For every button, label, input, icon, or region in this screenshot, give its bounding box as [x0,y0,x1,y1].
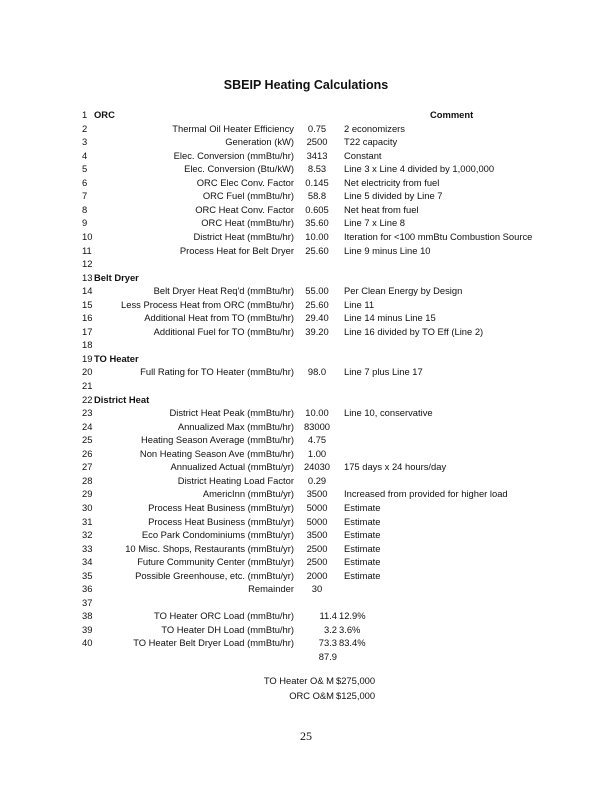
row-value: 98.0 [307,366,327,378]
row-comment: Estimate [344,501,381,513]
section-heading: TO Heater [94,352,139,364]
row-value: 25.60 [305,298,329,310]
om-cost-label: TO Heater O& M [263,675,334,686]
table-row [0,393,612,407]
row-comment: Line 9 minus Line 10 [344,244,431,256]
row-value: 3500 [306,529,328,541]
table-row [0,474,612,488]
page-number: 25 [300,729,312,743]
row-value: 2500 [306,556,328,568]
row-label: TO Heater DH Load (mmBtu/hr) [161,623,294,635]
table-row [0,162,612,176]
line-number: 1 [82,109,88,120]
line-number: 27 [82,461,93,473]
table-row [0,487,612,501]
row-value: 0.75 [307,122,327,134]
row-comment: Line 7 x Line 8 [344,217,405,229]
line-number: 14 [82,285,93,297]
line-number: 10 [82,230,93,242]
row-comment: T22 capacity [344,136,398,148]
table-row [0,108,612,122]
row-value: 4.75 [307,434,327,446]
line-number: 7 [82,190,88,202]
table-row [0,203,612,217]
row-comment: Constant [344,149,382,161]
row-value: 2500 [306,136,328,148]
row-value: 25.60 [305,244,329,256]
table-row [0,406,612,420]
row-value: 58.8 [307,190,327,202]
line-number: 33 [82,542,93,554]
table-row [0,284,612,298]
row-comment: Estimate [344,556,381,568]
table-row [0,311,612,325]
table-row [0,271,612,285]
table-row [0,420,612,434]
row-comment: Increased from provided for higher load [344,488,508,500]
line-number: 19 [82,352,93,364]
row-label: Additional Fuel for TO (mmBtu/hr) [153,325,294,337]
line-number: 25 [82,434,93,446]
line-number: 31 [82,515,93,527]
row-value: 39.20 [305,325,329,337]
line-number: 20 [82,366,93,378]
row-label: Additional Heat from TO (mmBtu/hr) [144,312,294,324]
row-comment: Iteration for <100 mmBtu Combustion Source [344,230,533,242]
section-heading: Belt Dryer [94,271,139,283]
row-label: Thermal Oil Heater Efficiency [172,122,294,134]
line-number: 26 [82,447,93,459]
line-number: 9 [82,217,88,229]
line-number: 40 [82,637,93,649]
line-number: 3 [82,136,88,148]
row-label: Process Heat Business (mmBtu/yr) [148,515,294,527]
row-comment: 2 economizers [344,122,405,134]
table-row [0,433,612,447]
section-heading: ORC [94,109,115,120]
row-value: 55.00 [305,285,329,297]
row-label: Non Heating Season Ave (mmBtu/hr) [139,447,294,459]
row-comment: Line 14 minus Line 15 [344,312,436,324]
row-label: Possible Greenhouse, etc. (mmBtu/yr) [135,569,294,581]
row-label: District Heat (mmBtu/hr) [193,230,294,242]
table-row [0,216,612,230]
line-number: 18 [82,339,93,351]
row-label: TO Heater Belt Dryer Load (mmBtu/hr) [133,637,294,649]
line-number: 30 [82,501,93,513]
row-value: 73.3 [318,637,337,649]
table-row [0,365,612,379]
comment-column-header: Comment [430,109,474,120]
row-comment: Estimate [344,569,381,581]
row-label: Process Heat for Belt Dryer [179,244,294,256]
row-comment: 175 days x 24 hours/day [344,461,447,473]
line-number: 23 [82,407,93,419]
row-comment: Net electricity from fuel [344,176,440,188]
row-value: 0.605 [305,203,329,215]
om-cost-label: ORC O&M [289,689,334,701]
row-value: 8.53 [307,163,327,175]
row-comment: Line 7 plus Line 17 [344,366,423,378]
table-row [0,636,612,650]
row-label: Elec. Conversion (Btu/kW) [184,163,294,175]
row-value: 0.145 [305,176,329,188]
row-value: 1.00 [307,447,327,459]
row-comment: Estimate [344,542,381,554]
page-title: SBEIP Heating Calculations [223,78,389,92]
row-value: 35.60 [305,217,329,229]
row-label: ORC Fuel (mmBtu/hr) [202,190,294,202]
table-row [0,352,612,366]
table-row [0,447,612,461]
row-label: Remainder [248,583,294,595]
row-label: District Heating Load Factor [177,474,294,486]
row-label: ORC Heat (mmBtu/hr) [201,217,294,229]
line-number: 2 [82,122,88,134]
om-cost-value: $125,000 [336,689,376,701]
line-number: 24 [82,420,93,432]
table-row [0,176,612,190]
row-value: 29.40 [305,312,329,324]
row-label: 10 Misc. Shops, Restaurants (mmBtu/yr) [125,542,294,554]
table-row [0,230,612,244]
line-number: 38 [82,610,93,622]
row-comment: Line 10, conservative [344,407,433,419]
table-row [0,623,612,637]
table-row [0,515,612,529]
line-number: 8 [82,203,88,215]
row-value: 87.9 [318,651,337,662]
table-row [0,596,612,610]
om-cost-value: $275,000 [336,675,376,686]
table-row [0,542,612,556]
row-label: Process Heat Business (mmBtu/yr) [148,501,294,513]
row-label: Eco Park Condominiums (mmBtu/yr) [141,529,294,541]
row-value: 5000 [306,501,328,513]
section-heading: District Heat [94,393,150,405]
row-value: 30 [311,583,323,595]
line-number: 12 [82,258,93,270]
row-comment: Line 3 x Line 4 divided by 1,000,000 [344,163,495,175]
row-comment: Per Clean Energy by Design [344,285,463,297]
row-label: District Heat Peak (mmBtu/hr) [169,407,294,419]
row-comment: Line 16 divided by TO Eff (Line 2) [344,325,484,337]
table-row [0,189,612,203]
row-label: Full Rating for TO Heater (mmBtu/hr) [140,366,294,378]
line-number: 17 [82,325,93,337]
row-label: Annualized Max (mmBtu/hr) [177,420,294,432]
row-percent: 83.4% [339,637,366,649]
row-label: Less Process Heat from ORC (mmBtu/hr) [121,298,294,310]
row-label: Future Community Center (mmBtu/yr) [137,556,294,568]
line-number: 32 [82,529,93,541]
table-row [0,379,612,393]
line-number: 36 [82,583,93,595]
line-number: 6 [82,176,88,188]
table-row [0,555,612,569]
line-number: 16 [82,312,93,324]
row-label: Generation (kW) [225,136,294,148]
line-number: 4 [82,149,88,161]
row-comment: Line 5 divided by Line 7 [344,190,443,202]
row-comment: Line 11 [344,298,375,310]
row-label: Elec. Conversion (mmBtu/hr) [173,149,294,161]
line-number: 21 [82,380,93,391]
line-number: 37 [82,596,93,608]
row-percent: 12.9% [339,610,366,622]
table-row [0,325,612,339]
row-percent: 3.6% [339,623,361,635]
table-row [0,609,612,623]
table-row [0,569,612,583]
line-number: 28 [82,474,93,486]
row-label: ORC Elec Conv. Factor [196,176,294,188]
table-row [0,460,612,474]
table-row [0,582,612,596]
table-row [0,244,612,258]
row-label: Annualized Actual (mmBtu/yr) [170,461,294,473]
row-value: 5000 [306,515,328,527]
row-value: 3413 [306,149,328,161]
table-row [0,149,612,163]
table-row [0,257,612,271]
row-value: 3500 [306,488,328,500]
row-value: 3.2 [323,623,337,635]
line-number: 35 [82,569,93,581]
line-number: 22 [82,393,93,405]
table-row [0,338,612,352]
row-comment: Estimate [344,529,381,541]
table-row [0,135,612,149]
row-label: Heating Season Average (mmBtu/hr) [140,434,294,446]
line-number: 34 [82,556,93,568]
row-value: 24030 [303,461,331,473]
row-label: ORC Heat Conv. Factor [195,203,294,215]
table-row [0,650,612,664]
line-number: 13 [82,271,93,283]
row-label: AmericInn (mmBtu/yr) [202,488,294,500]
row-value: 0.29 [307,474,327,486]
table-row [0,122,612,136]
table-row [0,528,612,542]
row-comment: Net heat from fuel [344,203,419,215]
line-number: 5 [82,163,88,175]
line-number: 29 [82,488,93,500]
table-row [0,501,612,515]
row-label: TO Heater ORC Load (mmBtu/hr) [154,610,294,622]
line-number: 39 [82,623,93,635]
row-value: 83000 [303,420,331,432]
row-label: Belt Dryer Heat Req'd (mmBtu/hr) [153,285,294,297]
row-value: 2500 [306,542,328,554]
line-number: 15 [82,298,93,310]
table-row [0,298,612,312]
row-comment: Estimate [344,515,381,527]
line-number: 11 [82,244,92,256]
row-value: 2000 [306,569,328,581]
row-value: 10.00 [305,407,329,419]
row-value: 11.4 [319,610,337,622]
row-value: 10.00 [305,230,329,242]
